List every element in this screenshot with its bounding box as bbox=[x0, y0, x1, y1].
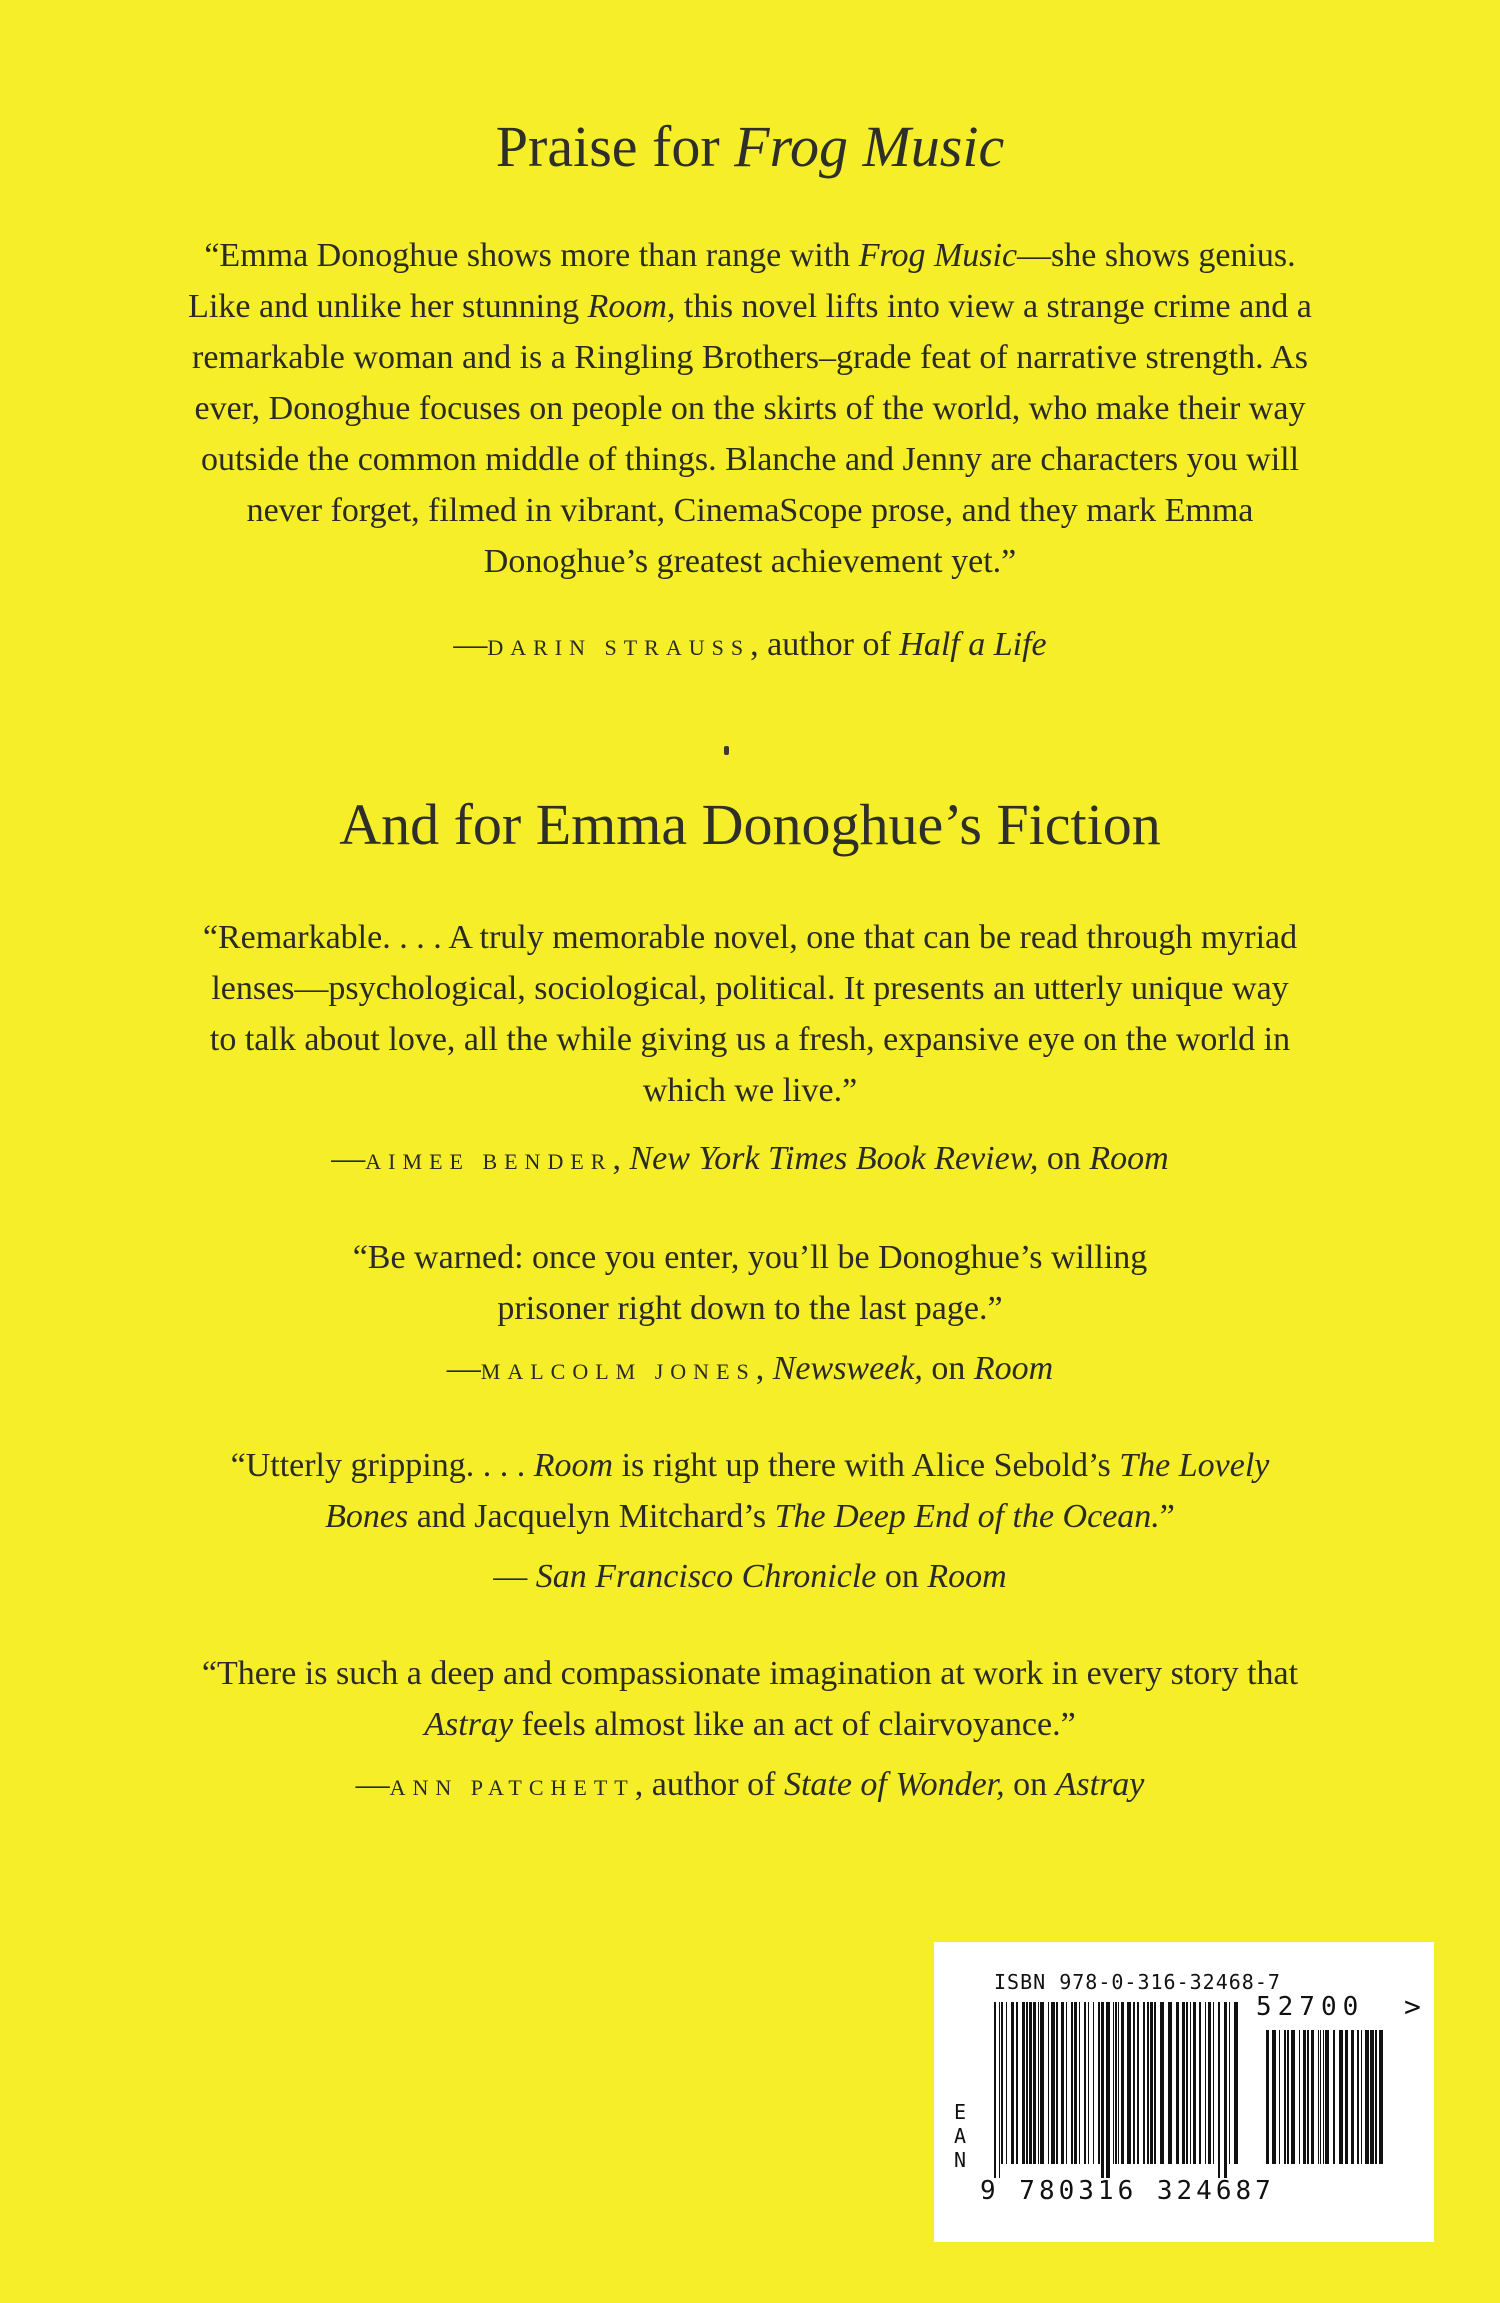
barcode-bar bbox=[1234, 2002, 1238, 2164]
chronicle-attribution: — San Francisco Chronicle on Room bbox=[493, 1558, 1007, 1595]
barcode-bar bbox=[1182, 2002, 1185, 2164]
patchett-attribution: —ANN PATCHETT, author of State of Wonder, on Astray bbox=[355, 1766, 1145, 1803]
barcode-bar bbox=[1137, 2002, 1139, 2164]
barcode-bar bbox=[1284, 2030, 1286, 2164]
barcode-bar bbox=[1193, 2002, 1196, 2164]
bender-quote: “Remarkable. . . . A truly memorable novel, one that can be read through myriad lenses—psychological, sociological, political. It presents an utterly unique way to talk about love, all the while giving us a fresh, expansive eye on the world in which we live.” bbox=[202, 919, 1298, 1109]
barcode-bar bbox=[1218, 2002, 1220, 2178]
barcode-bar bbox=[1357, 2030, 1359, 2164]
barcode-bar bbox=[1056, 2002, 1058, 2164]
barcode-bar bbox=[1323, 2030, 1324, 2164]
barcode-bar bbox=[1022, 2002, 1025, 2164]
barcode-bar bbox=[1205, 2002, 1206, 2164]
barcode-bar bbox=[1001, 2002, 1003, 2164]
barcode-bar bbox=[1287, 2030, 1289, 2164]
barcode-bar bbox=[1038, 2002, 1039, 2164]
barcode-bar bbox=[1213, 2002, 1214, 2164]
barcode-bar bbox=[1176, 2002, 1179, 2164]
ean-digits: 9 780316 324687 bbox=[980, 2176, 1275, 2206]
barcode-bar bbox=[1154, 2002, 1156, 2164]
barcode-bar bbox=[1084, 2002, 1086, 2164]
barcode-bar bbox=[1229, 2002, 1230, 2164]
addon-arrow: > bbox=[1404, 1990, 1421, 2023]
barcode-bar bbox=[1040, 2002, 1044, 2164]
barcode-bar bbox=[1351, 2030, 1354, 2164]
jones-attribution: —MALCOLM JONES, Newsweek, on Room bbox=[446, 1350, 1054, 1387]
barcode-bar bbox=[1333, 2030, 1335, 2164]
barcode-bar bbox=[1311, 2030, 1314, 2164]
bender-attribution: —AIMEE BENDER, New York Times Book Review, on Room bbox=[331, 1140, 1169, 1177]
barcode-bar bbox=[1079, 2002, 1080, 2164]
barcode-bar bbox=[1033, 2002, 1036, 2164]
barcode-bar bbox=[1011, 2002, 1014, 2164]
barcode-bar bbox=[1303, 2030, 1306, 2164]
attribution-name: DARIN STRAUSS bbox=[487, 635, 751, 660]
barcode-bar bbox=[1029, 2002, 1032, 2164]
barcode-bar bbox=[1168, 2002, 1172, 2164]
jones-quote: “Be warned: once you enter, you’ll be Donoghue’s willing prisoner right down to the last page.” bbox=[352, 1239, 1148, 1327]
barcode-bar bbox=[999, 2002, 1000, 2178]
price-addon-digits: 52700 bbox=[1256, 1992, 1365, 2022]
barcode-bar bbox=[1121, 2002, 1124, 2164]
barcode-bar bbox=[1088, 2002, 1089, 2164]
barcode-bar bbox=[1113, 2002, 1114, 2164]
barcode-bar bbox=[1291, 2030, 1295, 2164]
barcode-bar bbox=[1115, 2002, 1117, 2164]
barcode-bar bbox=[1127, 2002, 1131, 2164]
barcode-bar bbox=[1318, 2030, 1319, 2164]
barcode-bar bbox=[1051, 2002, 1055, 2164]
barcode-bar bbox=[1150, 2002, 1153, 2164]
barcode-bar bbox=[1272, 2030, 1276, 2164]
isbn-barcode bbox=[934, 1942, 1434, 2242]
section-divider-dot bbox=[724, 746, 729, 755]
strauss-attribution: —DARIN STRAUSS, author of Half a Life bbox=[453, 626, 1047, 663]
barcode-bar bbox=[1133, 2002, 1135, 2164]
barcode-bar bbox=[1361, 2030, 1362, 2164]
barcode-bar bbox=[1320, 2030, 1321, 2164]
barcode-bar bbox=[1160, 2002, 1164, 2164]
barcode-bar bbox=[1266, 2030, 1269, 2164]
praise-heading-prefix: Praise for bbox=[495, 114, 735, 179]
barcode-bar bbox=[1066, 2002, 1067, 2164]
barcode-bar bbox=[1299, 2030, 1300, 2164]
fiction-heading: And for Emma Donoghue’s Fiction bbox=[339, 792, 1161, 857]
chronicle-quote: “Utterly gripping. . . . Room is right up there with Alice Sebold’s The Lovely Bones and Jacquelyn Mitchard’s The Deep End of the Ocean.” bbox=[230, 1447, 1270, 1535]
barcode-bar bbox=[1370, 2030, 1374, 2164]
barcode-bar bbox=[1339, 2030, 1343, 2164]
barcode-bar bbox=[1016, 2002, 1018, 2164]
price-addon-bars bbox=[1266, 2030, 1388, 2178]
barcode-bar bbox=[1379, 2030, 1383, 2164]
barcode-bar bbox=[1224, 2002, 1227, 2178]
praise-heading-title: Frog Music bbox=[734, 114, 1005, 179]
barcode-bar bbox=[1208, 2002, 1211, 2164]
barcode-bar bbox=[1199, 2002, 1201, 2164]
barcode-bar bbox=[1061, 2002, 1064, 2164]
barcode-bar bbox=[1375, 2030, 1377, 2164]
barcode-bar bbox=[1026, 2002, 1028, 2164]
ean-label: EAN bbox=[948, 2100, 972, 2172]
barcode-bar bbox=[1365, 2030, 1369, 2164]
barcode-bar bbox=[1325, 2030, 1329, 2164]
barcode-bar bbox=[1074, 2002, 1077, 2164]
patchett-quote: “There is such a deep and compassionate imagination at work in every story that Astray feels almost like an act of clairvoyance.” bbox=[201, 1655, 1299, 1743]
barcode-bar bbox=[1101, 2002, 1104, 2178]
barcode-bar bbox=[1279, 2030, 1280, 2164]
barcode-bar bbox=[1106, 2002, 1110, 2178]
barcode-bar bbox=[1190, 2002, 1191, 2164]
barcode-bar bbox=[1307, 2030, 1309, 2164]
barcode-bar bbox=[1093, 2002, 1094, 2164]
barcode-bar bbox=[1006, 2002, 1007, 2164]
barcode-bar bbox=[1048, 2002, 1049, 2164]
barcode-bar bbox=[1071, 2002, 1073, 2164]
barcode-bar bbox=[1147, 2002, 1149, 2164]
barcode-bar bbox=[1118, 2002, 1119, 2164]
strauss-quote: “Emma Donoghue shows more than range with Frog Music—she shows genius. Like and unlike her stunning Room, this novel lifts into view a strange crime and a remarkable woman and is a Ringling Brothers–grade feat of narrative strength. As ever, Donoghue focuses on people on the skirts of the world, who make their way outside the common middle of things. Blanche and Jenny are characters you will never forget, filmed in vibrant, CinemaScope prose, and they mark Emma Donoghue’s greatest achievement yet.” bbox=[188, 237, 1312, 580]
barcode-bar bbox=[994, 2002, 996, 2178]
praise-heading bbox=[0, 112, 1500, 182]
ean-barcode-bars bbox=[994, 2002, 1244, 2178]
barcode-bar bbox=[1186, 2002, 1188, 2164]
isbn-number: ISBN 978-0-316-32468-7 bbox=[994, 1970, 1281, 1994]
barcode-bar bbox=[1345, 2030, 1348, 2164]
barcode-bar bbox=[1098, 2002, 1100, 2164]
barcode-bar bbox=[1143, 2002, 1145, 2164]
